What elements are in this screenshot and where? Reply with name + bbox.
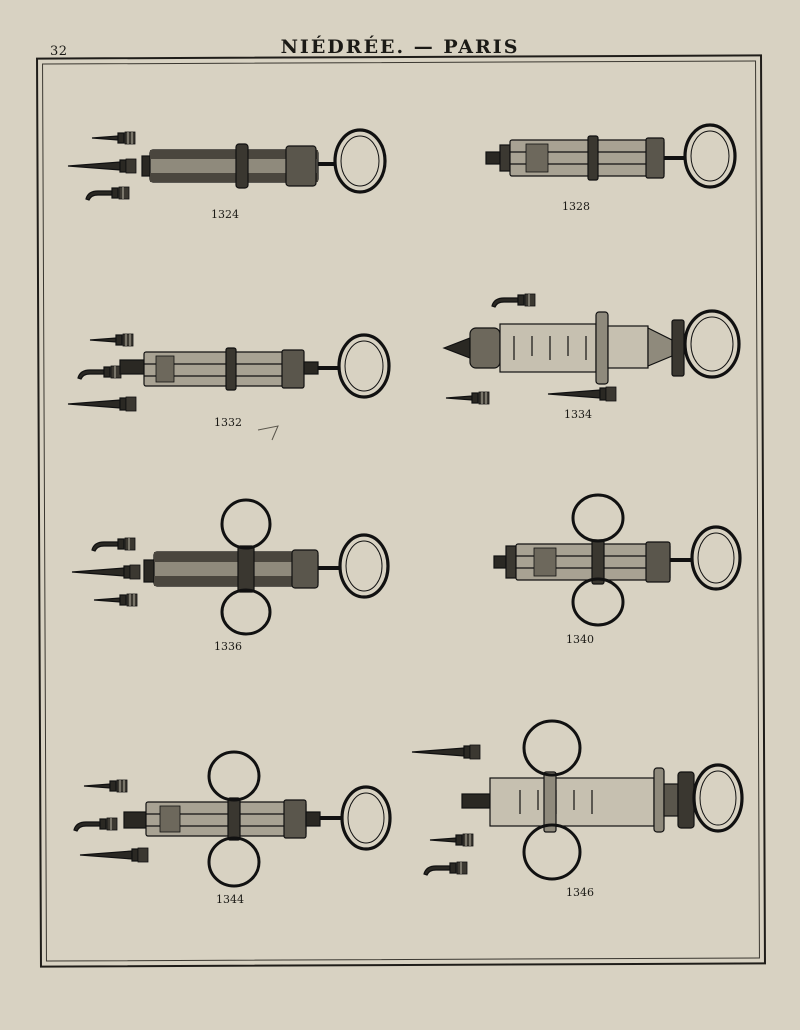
syringe-1336	[72, 500, 388, 634]
item-number-1324: 1324	[211, 208, 239, 221]
item-number-1346: 1346	[566, 886, 594, 899]
syringe-1346	[412, 721, 742, 879]
item-number-1340: 1340	[566, 633, 594, 646]
syringe-1340	[494, 495, 740, 625]
syringe-1334	[444, 294, 739, 404]
page-header: NIÉDRÉE. — PARIS	[280, 36, 520, 58]
item-number-1344: 1344	[216, 893, 244, 906]
item-number-1328: 1328	[562, 200, 590, 213]
item-number-1336: 1336	[214, 640, 242, 653]
syringe-1344	[74, 752, 390, 886]
item-number-1334: 1334	[564, 408, 592, 421]
page-number: 32	[50, 44, 68, 59]
item-number-1332: 1332	[214, 416, 242, 429]
syringe-1328	[486, 125, 735, 187]
syringe-1324	[68, 130, 385, 200]
